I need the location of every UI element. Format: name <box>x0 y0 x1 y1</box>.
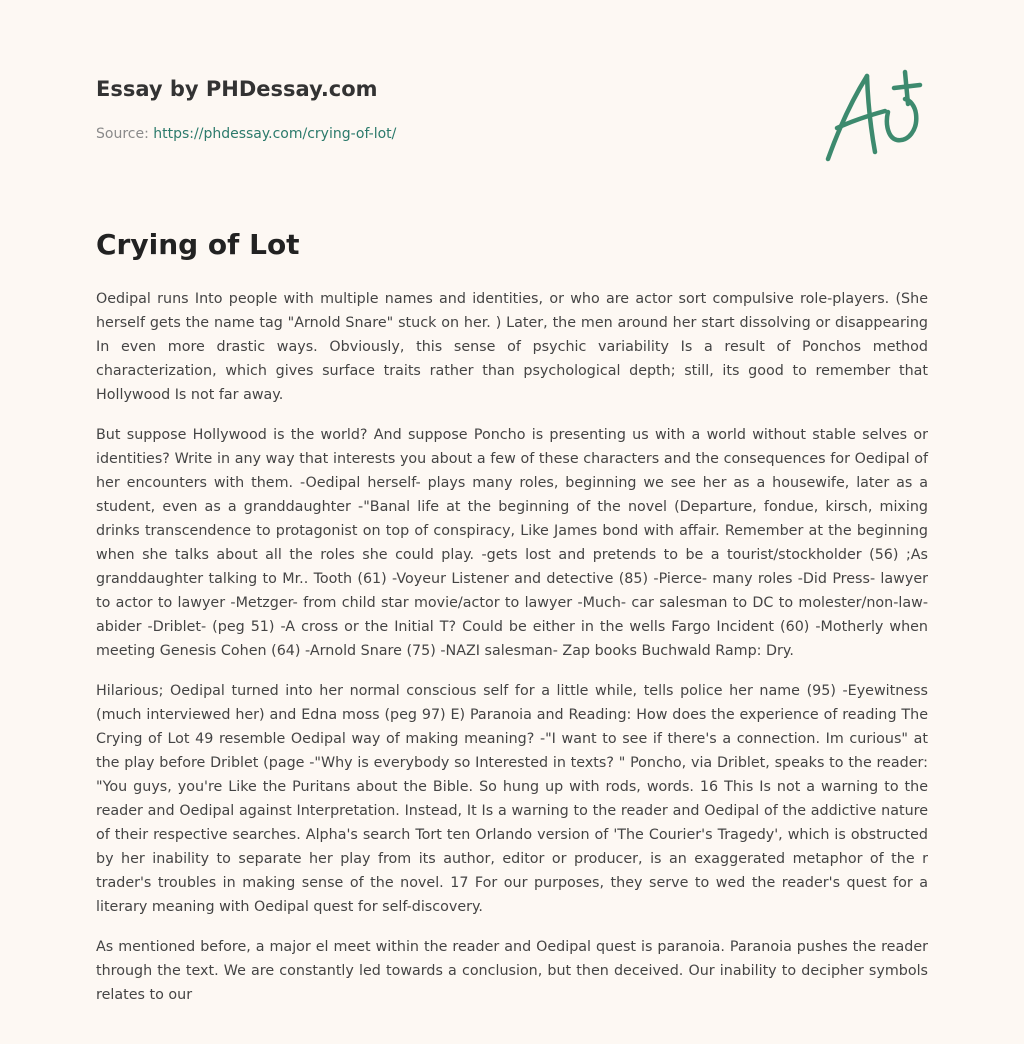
essay-paragraph: As mentioned before, a major el meet within the reader and Oedipal quest is paranoia. Paranoia pushes the reader through the text. We are constantly led towards a conclusion, but then deceived. Our inability to decipher symbols relates to our <box>96 939 928 1003</box>
essay-body <box>96 223 928 1023</box>
page-header <box>96 74 796 144</box>
source-label: Source: <box>96 126 149 142</box>
essay-paragraph: Oedipal runs Into people with multiple names and identities, or who are actor sort compulsive role-players. (She herself gets the name tag "Arnold Snare" stuck on her. ) Later, the men around her start dissolving or disappearing In even more drastic ways. Obviously, this sense of psychic variability Is a result of Ponchos method characterization, which gives surface traits rather than psychological depth; still, its good to remember that Hollywood Is not far away. <box>96 291 928 403</box>
source-line <box>96 124 796 144</box>
essay-paragraph: But suppose Hollywood is the world? And suppose Poncho is presenting us with a world without stable selves or identities? Write in any way that interests you about a few of these characters and the consequences for Oedipal of her encounters with them. -Oedipal herself- plays many roles, beginning we see her as a housewife, later as a student, even as a granddaughter -"Banal life at the beginning of the novel (Departure, fondue, kirsch, mixing drinks transcendence to protagonist on top of conspiracy, Like James bond with affair. Remember at the beginning when she talks about all the roles she could play. -gets lost and pretends to be a tourist/stockholder (56) ;As granddaughter talking to Mr.. Tooth (61) -Voyeur Listener and detective (85) -Pierce- many roles -Did Press- lawyer to actor to lawyer -Metzger- from child star movie/actor to lawyer -Much- car salesman to DC to molester/non-law-abider -Driblet- (peg 51) -A cross or the Initial T? Could be either in the wells Fargo Incident (60) -Motherly when meeting Genesis Cohen (64) -Arnold Snare (75) -NAZI salesman- Zap books Buchwald Ramp: Dry. <box>96 427 928 659</box>
essay-title: Crying of Lot <box>96 228 300 261</box>
essay-paragraph: Hilarious; Oedipal turned into her normal conscious self for a little while, tells police her name (95) -Eyewitness (much interviewed her) and Edna moss (peg 97) E) Paranoia and Reading: How does the experience of reading The Crying of Lot 49 resemble Oedipal way of making meaning? -"I want to see if there's a connection. Im curious" at the play before Driblet (page -"Why is everybody so Interested in texts? " Poncho, via Driblet, speaks to the reader: "You guys, you're Like the Puritans about the Bible. So hung up with rods, words. 16 This Is not a warning to the reader and Oedipal against Interpretation. Instead, It Is a warning to the reader and Oedipal of the addictive nature of their respective searches. Alpha's search Tort ten Orlando version of 'The Courier's Tragedy', which is obstructed by her inability to separate her play from its author, editor or producer, is an exaggerated metaphor of the r trader's troubles in making sense of the novel. 17 For our purposes, they serve to wed the reader's quest for a literary meaning with Oedipal quest for self-discovery. <box>96 683 928 915</box>
site-name: Essay by PHDessay.com <box>96 77 378 101</box>
a-plus-logo-icon <box>822 66 926 166</box>
source-link[interactable]: https://phdessay.com/crying-of-lot/ <box>153 126 397 142</box>
